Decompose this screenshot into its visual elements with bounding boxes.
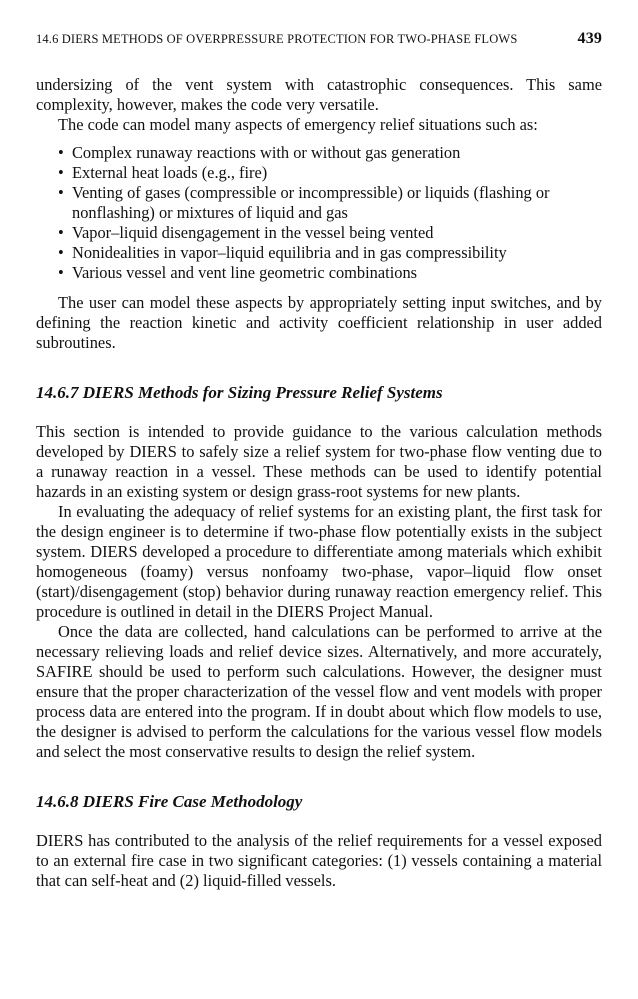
list-item: • Nonidealities in vapor–liquid equilibria and in gas compressibility: [58, 243, 602, 263]
list-item: • Complex runaway reactions with or without gas generation: [58, 143, 602, 163]
section-14-6-7-paragraph: This section is intended to provide guidance to the various calculation methods developed by DIERS to safely size a relief system for two-phase flow venting due to a runaway reaction in a vessel. These methods can be used to identify potential hazards in an existing system or design grass-root systems for new plants.: [36, 422, 602, 501]
intro-paragraph-switches: The user can model these aspects by appropriately setting input switches, and by defining the reaction kinetic and activity coefficient relationship in user added subroutines.: [36, 293, 602, 352]
section-heading-14-6-7: 14.6.7 DIERS Methods for Sizing Pressure Relief Systems: [36, 383, 443, 402]
running-title: 14.6 DIERS METHODS OF OVERPRESSURE PROTECTION FOR TWO-PHASE FLOWS: [36, 32, 518, 46]
section-heading-14-6-8: 14.6.8 DIERS Fire Case Methodology: [36, 792, 303, 811]
section-14-6-8-paragraph: DIERS has contributed to the analysis of the relief requirements for a vessel exposed to an external fire case in two significant categories: (1) vessels containing a material that can self-heat and (2) liquid-filled vessels.: [36, 831, 602, 890]
capability-list: [36, 143, 602, 283]
running-header: [36, 30, 602, 48]
page-body: [36, 75, 602, 891]
page-number: 439: [577, 30, 602, 47]
section-14-6-7-paragraph: Once the data are collected, hand calculations can be performed to arrive at the necessary relieving loads and relief device sizes. Alternatively, and more accurately, SAFIRE should be used to perform such calculations. However, the designer must ensure that the proper characterization of the vessel flow and vent models with proper process data are entered into the program. If in doubt about which flow models to use, the designer is advised to perform the calculations for the various vessel flow models and select the most conservative results to design the relief system.: [36, 622, 602, 761]
list-item: • External heat loads (e.g., fire): [58, 163, 602, 183]
list-item: • Venting of gases (compressible or incompressible) or liquids (flashing or nonflashing) or mixtures of liquid and gas: [58, 183, 602, 223]
list-item: • Vapor–liquid disengagement in the vessel being vented: [58, 223, 602, 243]
intro-paragraph-lead: The code can model many aspects of emergency relief situations such as:: [58, 115, 538, 134]
list-item: • Various vessel and vent line geometric combinations: [58, 263, 602, 283]
intro-paragraph-continued: undersizing of the vent system with catastrophic consequences. This same complexity, however, makes the code very versatile.: [36, 75, 602, 114]
section-14-6-7-paragraph: In evaluating the adequacy of relief systems for an existing plant, the first task for the design engineer is to determine if two-phase flow potentially exists in the subject system. DIERS developed a procedure to differentiate among materials which exhibit homogeneous (foamy) versus nonfoamy two-phase, vapor–liquid flow onset (start)/disengagement (stop) behavior during runaway reaction emergency relief. This procedure is outlined in detail in the DIERS Project Manual.: [36, 502, 602, 621]
